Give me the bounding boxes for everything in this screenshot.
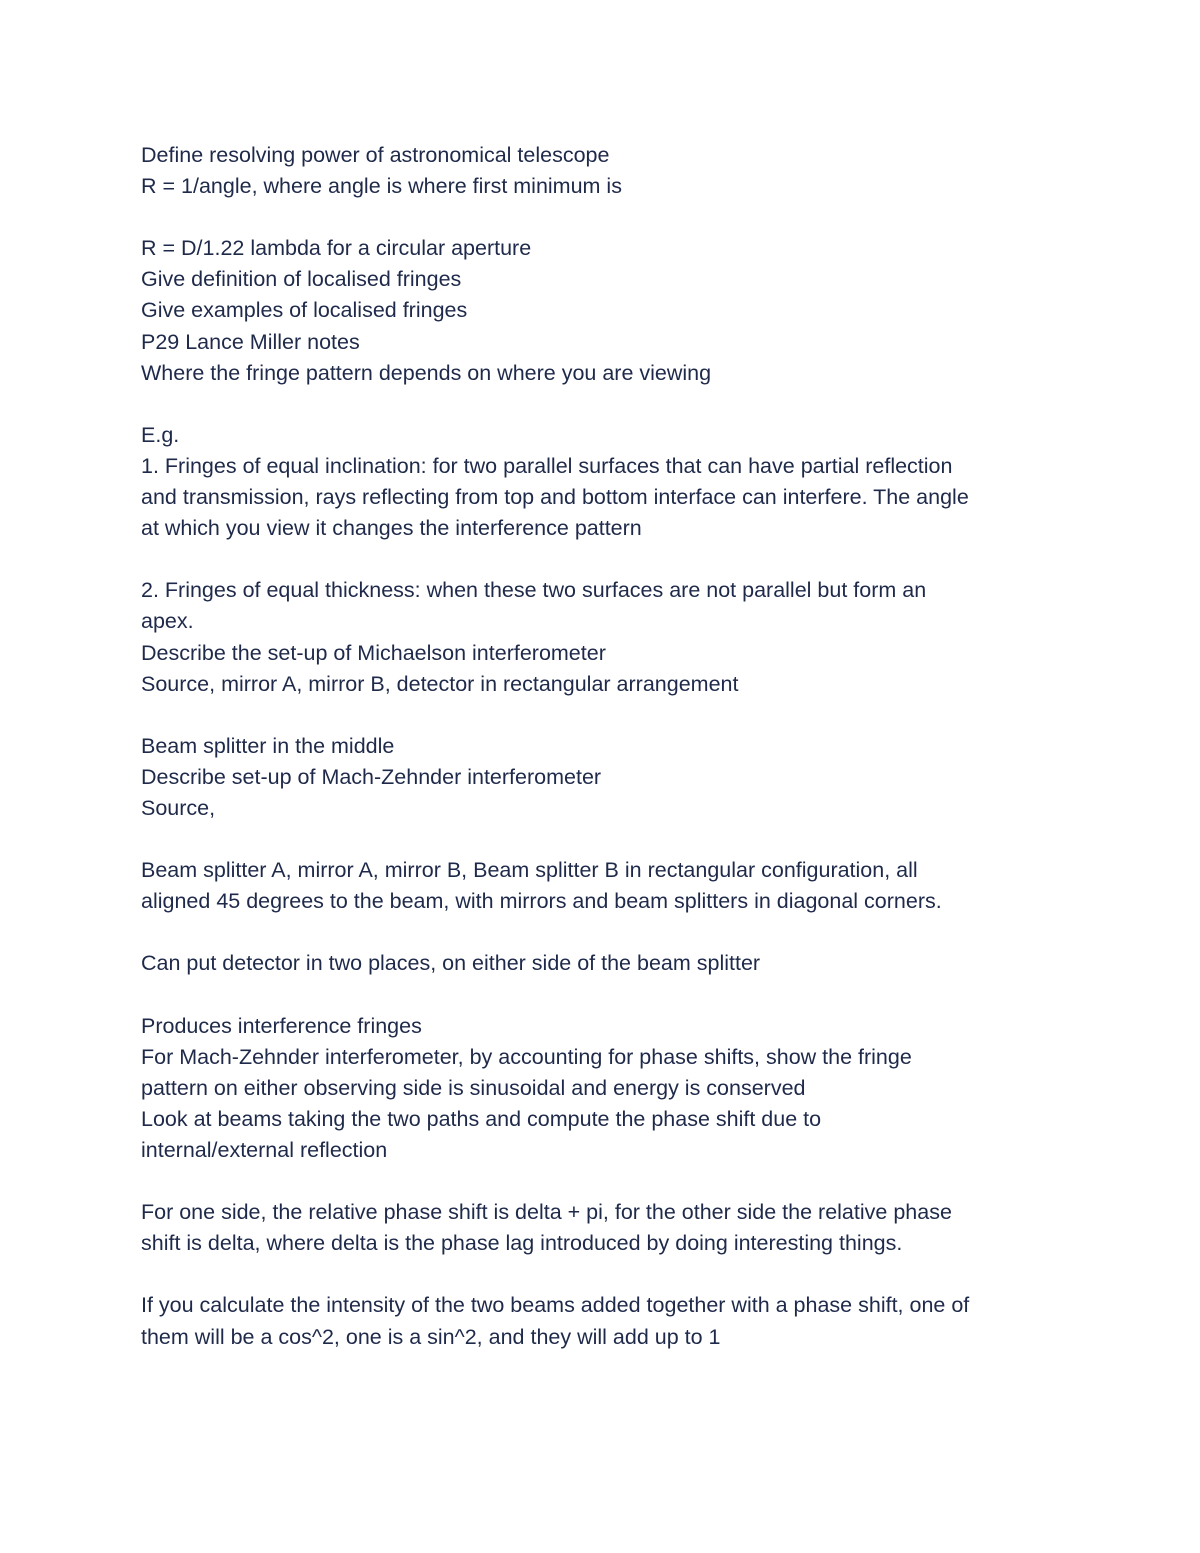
text-line: 1. Fringes of equal inclination: for two parallel surfaces that can have partial reflection xyxy=(141,453,953,478)
text-line: Source, mirror A, mirror B, detector in rectangular arrangement xyxy=(141,671,739,696)
text-line: Produces interference fringes xyxy=(141,1013,422,1038)
text-line: If you calculate the intensity of the two beams added together with a phase shift, one of xyxy=(141,1293,970,1318)
text-line: E.g. xyxy=(141,422,180,447)
text-line: Define resolving power of astronomical telescope xyxy=(141,143,610,167)
blank-line xyxy=(141,389,1071,420)
text-line: Beam splitter in the middle xyxy=(141,733,395,758)
document-body xyxy=(141,140,1071,1353)
blank-line xyxy=(141,980,1071,1011)
text-line: Give definition of localised fringes xyxy=(141,267,462,292)
text-line: them will be a cos^2, one is a sin^2, and they will add up to 1 xyxy=(141,1324,721,1349)
text-line: Describe the set-up of Michaelson interferometer xyxy=(141,640,606,665)
text-line: R = 1/angle, where angle is where first minimum is xyxy=(141,174,622,199)
text-line: For one side, the relative phase shift is delta + pi, for the other side the relative phase xyxy=(141,1200,952,1225)
text-line: R = D/1.22 lambda for a circular aperture xyxy=(141,236,532,261)
blank-line xyxy=(141,824,1071,855)
blank-line xyxy=(141,202,1071,233)
blank-line xyxy=(141,544,1071,575)
blank-line xyxy=(141,1166,1071,1197)
text-line: apex. xyxy=(141,609,194,634)
text-line: Beam splitter A, mirror A, mirror B, Beam splitter B in rectangular configuration, all xyxy=(141,858,918,883)
text-line: internal/external reflection xyxy=(141,1138,388,1162)
text-line: pattern on either observing side is sinusoidal and energy is conserved xyxy=(141,1075,806,1100)
blank-line xyxy=(141,700,1071,731)
text-line: Describe set-up of Mach-Zehnder interferometer xyxy=(141,764,602,789)
text-line: Source, xyxy=(141,795,216,820)
text-line: For Mach-Zehnder interferometer, by accounting for phase shifts, show the fringe xyxy=(141,1044,912,1069)
text-line: aligned 45 degrees to the beam, with mirrors and beam splitters in diagonal corners. xyxy=(141,889,942,914)
text-line: at which you view it changes the interference pattern xyxy=(141,516,642,541)
text-line: Where the fringe pattern depends on where you are viewing xyxy=(141,360,712,385)
blank-line xyxy=(141,1259,1071,1290)
text-line: Look at beams taking the two paths and compute the phase shift due to xyxy=(141,1106,822,1131)
text-line: 2. Fringes of equal thickness: when these two surfaces are not parallel but form an xyxy=(141,578,927,603)
text-line: and transmission, rays reflecting from top and bottom interface can interfere. The angle xyxy=(141,485,969,510)
text-line: shift is delta, where delta is the phase lag introduced by doing interesting things. xyxy=(141,1231,903,1256)
text-line: Give examples of localised fringes xyxy=(141,298,468,323)
text-line: Can put detector in two places, on either side of the beam splitter xyxy=(141,951,761,976)
text-line: P29 Lance Miller notes xyxy=(141,329,360,354)
blank-line xyxy=(141,917,1071,948)
